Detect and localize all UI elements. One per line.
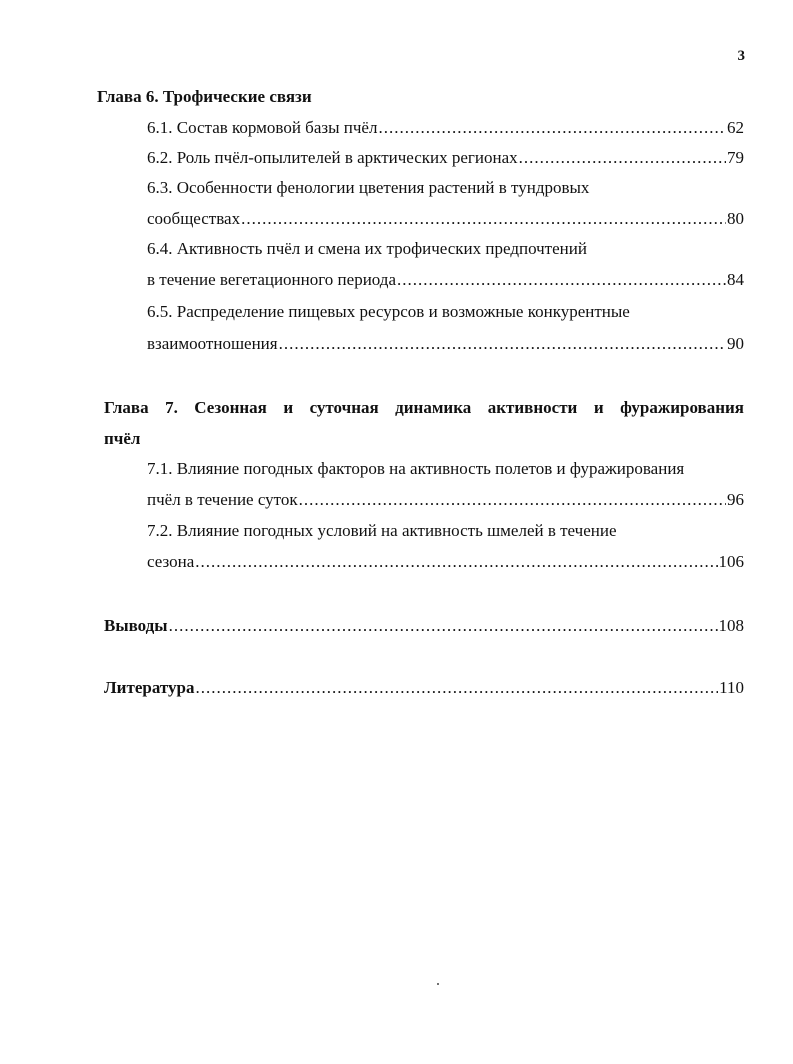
toc-entry-label: сообществах: [147, 209, 241, 228]
toc-entry-label: взаимоотношения: [147, 334, 278, 353]
toc-entry-6-5: [147, 333, 744, 355]
dot-leader: [169, 615, 718, 637]
toc-entry-label: Литература: [104, 678, 195, 697]
scan-speck: [437, 983, 439, 985]
toc-entry-6-4: [147, 269, 744, 291]
toc-entry-label: сезона: [147, 552, 195, 571]
dot-leader: [397, 269, 726, 291]
toc-entry-page: 108: [718, 616, 744, 635]
toc-entry-page: 79: [727, 148, 744, 167]
toc-entry-label: пчёл в течение суток: [147, 490, 298, 509]
dot-leader: [279, 333, 726, 355]
dot-leader: [241, 208, 726, 230]
toc-entry-6-3: [147, 208, 744, 230]
toc-entry-page: 106: [718, 552, 744, 571]
toc-entry-7-2-line1: 7.2. Влияние погодных условий на активность шмелей в течение: [147, 521, 617, 540]
chapter-6-title: Глава 6. Трофические связи: [97, 87, 312, 106]
toc-entry-page: 80: [727, 209, 744, 228]
toc-entry-6-4-line1: 6.4. Активность пчёл и смена их трофических предпочтений: [147, 239, 587, 258]
chapter-7-title-line2: пчёл: [104, 429, 141, 448]
toc-entry-7-1-line1: 7.1. Влияние погодных факторов на активность полетов и фуражирования: [147, 459, 685, 478]
toc-entry-label: 6.2. Роль пчёл-опылителей в арктических регионах: [147, 148, 518, 167]
toc-entry-label: 6.1. Состав кормовой базы пчёл: [147, 118, 378, 137]
page-number: 3: [737, 48, 745, 64]
toc-entry-7-1: [147, 489, 744, 511]
dot-leader: [378, 117, 726, 139]
toc-entry-6-2: [147, 147, 744, 169]
dot-leader: [195, 677, 718, 699]
toc-entry-conclusions: [104, 615, 744, 637]
dot-leader: [519, 147, 726, 169]
toc-entry-page: 84: [727, 270, 744, 289]
toc-entry-label: в течение вегетационного периода: [147, 270, 396, 289]
toc-entry-6-1: [147, 117, 744, 139]
toc-entry-label: Выводы: [104, 616, 168, 635]
toc-entry-page: 110: [719, 678, 744, 697]
toc-entry-page: 96: [727, 490, 744, 509]
toc-entry-literature: [104, 677, 744, 699]
chapter-7-title-line1: Глава 7. Сезонная и суточная динамика активности и фуражирования: [104, 398, 744, 417]
toc-entry-6-3-line1: 6.3. Особенности фенологии цветения растений в тундровых: [147, 178, 590, 197]
dot-leader: [299, 489, 726, 511]
dot-leader: [195, 551, 717, 573]
toc-entry-6-5-line1: 6.5. Распределение пищевых ресурсов и возможные конкурентные: [147, 302, 630, 321]
toc-entry-page: 90: [727, 334, 744, 353]
toc-entry-page: 62: [727, 118, 744, 137]
toc-entry-7-2: [147, 551, 744, 573]
